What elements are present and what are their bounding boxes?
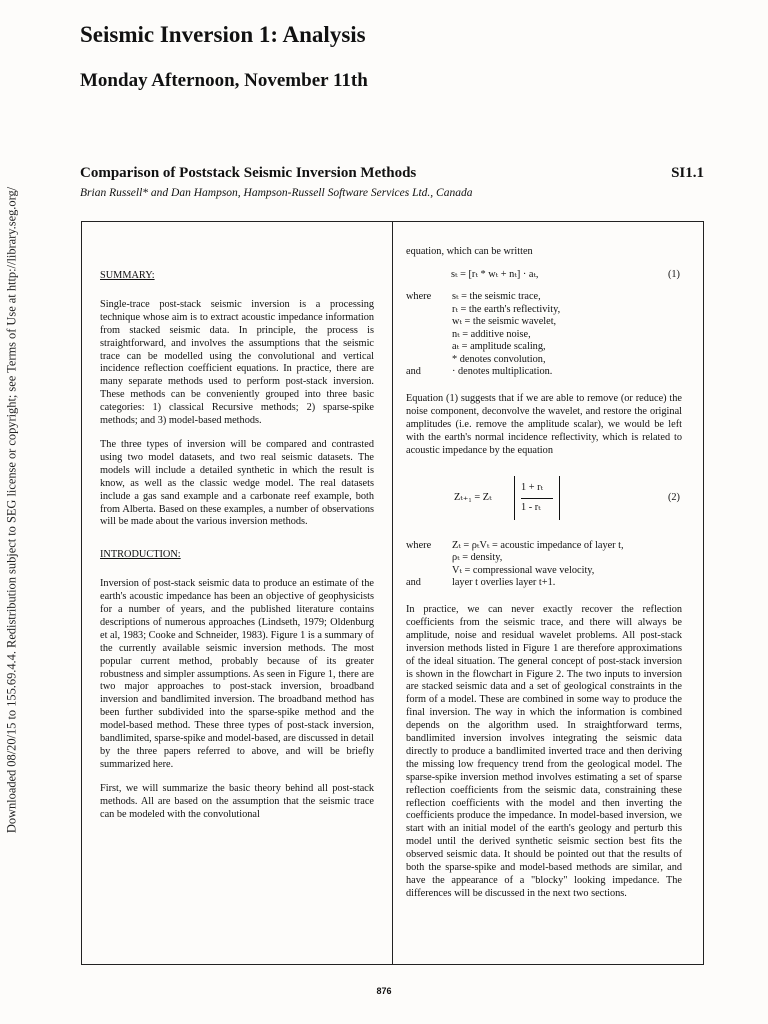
definition-row: Vₜ = compressional wave velocity,: [452, 564, 595, 576]
equation-2-number: (2): [667, 491, 680, 503]
equation-1-number: (1): [667, 268, 680, 280]
summary-paragraph-1: Single-trace post-stack seismic inversion is a processing technique whose aim is to extract acoustic impedance information from stacked seismic data. In principle, the process is straightforward, and involves the assumptions that the seismic trace can be modelled using the convolutional and vertical incidence reflection coefficient equations. In practice, there are many separate methods used to perform post-stack inversion. These methods can be conveniently grouped into three basic categories: 1) classical Recursive methods; 2) sparse-spike methods; and 3) model-based methods.: [100, 298, 374, 427]
summary-paragraph-2: The three types of inversion will be compared and contrasted using two model datasets, and two real seismic datasets. The models will include a detailed synthetic in which the result is know, as well as the classic wedge model. The real datasets include a gas sand example and a carbonate reef example, both from Alberta. Based on these examples, a number of observations will be made about the various inversion methods.: [100, 438, 374, 528]
definition-row: and layer t overlies layer t+1.: [406, 577, 556, 589]
equation-intro: equation, which can be written: [406, 246, 533, 257]
definition-row: * denotes convolution,: [452, 353, 546, 365]
definition-row: where sₜ = the seismic trace,: [406, 290, 541, 302]
left-column: [100, 250, 374, 833]
definition-row: and · denotes multiplication.: [406, 366, 553, 378]
practice-paragraph: In practice, we can never exactly recover the reflection coefficients from the seismic trace, and there will always be amplitude, noise and residual wavelet problems. All post-stack inversion methods listed in Figure 1 are therefore approximations of the ideal situation. The general concept of post-stack inversion is shown in the flowchart in Figure 2. The two inputs to inversion are stacked seismic data and a set of geological constraints in the form of a model. These are combined in some way to produce the final inversion. The way in which the information is combined depends on the algorithm used. In straightforward terms, bandlimited inversion involves integrating the seismic data directly to produce a bandlimited inverted trace and then deriving the missing low frequency trend from the geological model. The sparse-spike inversion method involves estimating a set of sparse reflection coefficients from the seismic data, constraining these reflection coefficients with the model and then inverting the coefficients produce the impedance. In model-based inversion, we start with an initial model of the earth's geology and perturb this model until the derived synthetic seismic section best fits the observed seismic data. It should be pointed out that the results of both the sparse-spike and model-based methods are similar, and have the appearance of a "blocky" looking impedance. The differences will be discussed in the next two sections.: [406, 603, 682, 899]
summary-heading: SUMMARY:: [100, 270, 155, 281]
page-number: 876: [376, 986, 392, 996]
download-notice-text: Downloaded 08/20/15 to 155.69.4.4. Redistribution subject to SEG license or copyright; see Terms of Use at http://library.seg.org/: [4, 186, 19, 834]
authors: Brian Russell* and Dan Hampson, Hampson-Russell Software Services Ltd., Canada: [80, 187, 473, 199]
equation-2: [406, 476, 682, 526]
download-notice: [3, 160, 21, 860]
equation-1-discussion: Equation (1) suggests that if we are able to remove (or reduce) the noise component, deconvolve the wavelet, and restore the original amplitudes (i.e. remove the amplitude scalar), we would be left with the earth's normal incidence reflectivity, which is related to acoustic impedance by the equation: [406, 393, 682, 456]
right-column: [406, 246, 682, 912]
session-title: Seismic Inversion 1: Analysis: [80, 22, 366, 47]
session-subtitle: Monday Afternoon, November 11th: [80, 70, 368, 91]
definition-row: nₜ = additive noise,: [452, 328, 531, 340]
introduction-paragraph-1: Inversion of post-stack seismic data to produce an estimate of the earth's acoustic impedance has been an objective of geophysicists for a number of years, and the published literature contains descriptions of numerous approaches (Lindseth, 1979; Oldenburg et al, 1983; Cooke and Schneider, 1983). Figure 1 is a summary of the currently available seismic inversion methods. The most popular current method, probably because of its greater robustness and simpler assumptions. As seen in Figure 1, there are two major approaches to post-stack inversion, broadband inversion and bandlimited inversion. The broadband method has been further subdivided into the sparse-spike method and the model-based method. These three types of post-stack inversion, bandlimited, sparse-spike and model-based, are discussed in detail by the three papers referred to above, and will be briefly summarized here.: [100, 578, 374, 770]
definition-row: wₜ = the seismic wavelet,: [452, 316, 557, 328]
definition-row: where Zₜ = ρₜVₜ = acoustic impedance of layer t,: [406, 539, 624, 551]
equation-1-formula: sₜ = [rₜ * wₜ + nₜ] · aₜ,: [451, 268, 539, 280]
paper-code: SI1.1: [671, 165, 704, 181]
definition-row: aₜ = amplitude scaling,: [452, 341, 546, 353]
introduction-heading: INTRODUCTION:: [100, 549, 181, 561]
equation-2-lhs: Zₜ₊₁ = Zₜ: [454, 491, 492, 503]
introduction-paragraph-2: First, we will summarize the basic theory behind all post-stack methods. All are based on the assumption that the seismic trace can be modeled with the convolutional: [100, 782, 374, 820]
equation-1-definitions: [406, 291, 682, 379]
equation-2-numerator: 1 + rₜ: [521, 481, 544, 493]
equation-1: [406, 269, 682, 291]
equation-2-definitions: [406, 540, 682, 590]
equation-2-bracket: [514, 476, 560, 520]
column-divider: [392, 221, 393, 965]
definition-row: ρₜ = density,: [452, 552, 503, 564]
paper-title: Comparison of Poststack Seismic Inversion Methods: [80, 165, 417, 181]
equation-2-denominator: 1 - rₜ: [521, 501, 541, 513]
fraction-bar: [521, 498, 553, 499]
definition-row: rₜ = the earth's reflectivity,: [452, 303, 561, 315]
